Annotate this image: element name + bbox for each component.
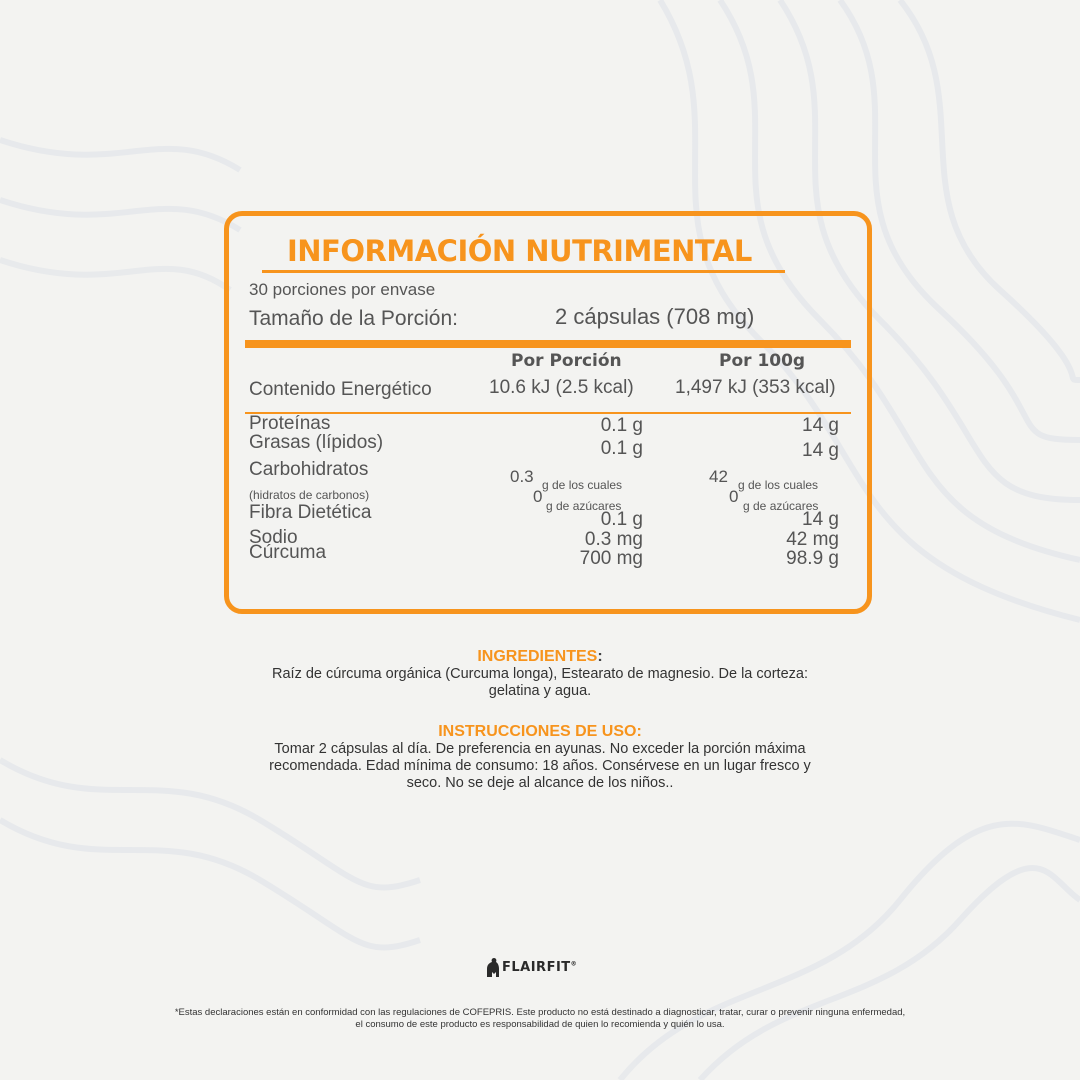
servings-per-container: 30 porciones por envase	[249, 280, 436, 299]
brand-logo	[484, 956, 577, 978]
nutrient-portion-protein: 0.1 g	[600, 415, 643, 436]
nutrient-portion-fat: 0.1 g	[600, 438, 643, 459]
disclaimer-line-1: *Estas declaraciones están en conformidad con las regulaciones de COFEPRIS. Este producto no está destinado a diagnosticar, tratar, curar o prevenir ninguna enfermedad,	[174, 1007, 906, 1018]
title-underline	[262, 270, 785, 273]
nutrition-title: INFORMACIÓN NUTRIMENTAL	[287, 234, 752, 268]
sugars-portion-value: 0	[533, 487, 543, 506]
nutrient-label-fiber: Fibra Dietética	[249, 502, 372, 523]
brand-name: FLAIRFIT®	[502, 959, 578, 975]
nutrient-portion-fiber: 0.1 g	[600, 509, 643, 530]
nutrient-100g-protein: 14 g	[802, 415, 839, 436]
portion-size-label: Tamaño de la Porción:	[249, 307, 458, 330]
sugars-portion-label: g de azúcares	[546, 499, 622, 513]
energy-label: Contenido Energético	[249, 379, 432, 400]
carbs-100g-of-which: g de los cuales	[738, 478, 819, 492]
column-header-portion: Por Porción	[511, 351, 622, 371]
nutrient-100g-fiber: 14 g	[802, 509, 839, 530]
nutrient-label-turmeric: Cúrcuma	[249, 542, 327, 563]
disclaimer-line-2: el consumo de este producto es responsabilidad de quien lo recomienda y quién lo usa.	[355, 1019, 725, 1030]
ingredients-section	[0, 648, 1080, 700]
instructions-section	[0, 723, 1080, 792]
energy-100g-value: 1,497 kJ (353 kcal)	[675, 377, 836, 398]
ingredients-text: Raíz de cúrcuma orgánica (Curcuma longa), Estearato de magnesio. De la corteza: gelatina y agua.	[272, 666, 808, 699]
nutrition-facts-panel	[224, 211, 872, 614]
instructions-heading: INSTRUCCIONES DE USO:	[438, 723, 642, 740]
nutrient-label-carbs: Carbohidratos	[249, 459, 369, 480]
thin-divider	[245, 412, 851, 414]
nutrient-100g-turmeric: 98.9 g	[786, 548, 839, 569]
nutrient-portion-sodium: 0.3 mg	[584, 529, 643, 550]
thick-divider	[245, 340, 851, 348]
carbs-portion-of-which: g de los cuales	[542, 478, 623, 492]
column-header-100g: Por 100g	[719, 351, 806, 371]
nutrient-portion-turmeric: 700 mg	[579, 548, 643, 569]
nutrient-label-sodium: Sodio	[249, 527, 298, 548]
energy-portion-value: 10.6 kJ (2.5 kcal)	[489, 377, 634, 398]
nutrient-label-protein: Proteínas	[249, 413, 331, 434]
carbs-note: (hidratos de carbonos)	[249, 488, 370, 502]
carbs-portion-value: 0.3	[510, 467, 534, 486]
sugars-100g-value: 0	[729, 487, 739, 506]
gorilla-icon	[484, 957, 500, 977]
sugars-100g-label: g de azúcares	[743, 499, 819, 513]
nutrient-label-fat: Grasas (lípidos)	[249, 432, 384, 453]
nutrient-100g-fat: 14 g	[802, 440, 839, 461]
legal-disclaimer	[60, 1007, 1020, 1031]
carbs-100g-value: 42	[709, 467, 728, 486]
nutrient-100g-sodium: 42 mg	[786, 529, 839, 550]
portion-size-value: 2 cápsulas (708 mg)	[555, 304, 755, 329]
ingredients-heading: INGREDIENTES:	[477, 648, 603, 665]
instructions-text: Tomar 2 cápsulas al día. De preferencia en ayunas. No exceder la porción máxima recomendada. Edad mínima de consumo: 18 años. Consérvese en un lugar fresco y seco. No se deje al alcance de los niños..	[269, 741, 811, 791]
